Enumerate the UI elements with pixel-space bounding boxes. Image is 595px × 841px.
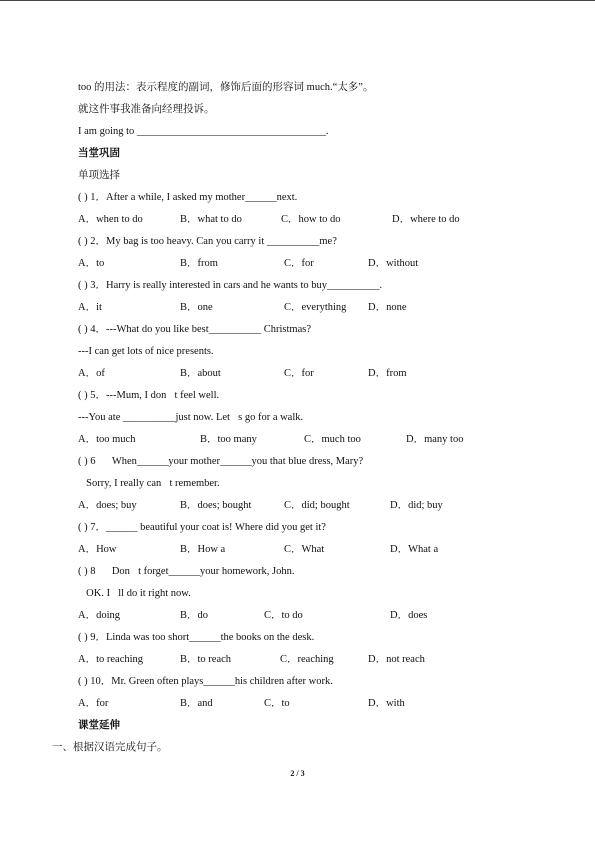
question-6: ( ) 6． When______your mother______you that blue dress, Mary? <box>78 456 360 467</box>
question-8: ( ) 8． Don t forget______your homework, John. <box>78 566 286 577</box>
question-7-options <box>78 543 508 556</box>
option-a: A．it <box>78 302 102 313</box>
option-b: B．too many <box>200 434 257 445</box>
option-d: D．with <box>368 698 405 709</box>
question-3-options <box>78 301 508 314</box>
option-d: D．where to do <box>392 214 460 225</box>
question-9-options <box>78 653 508 666</box>
question-4-options <box>78 367 508 380</box>
option-b: B．one <box>180 302 213 313</box>
option-a: A．doing <box>78 610 120 621</box>
option-a: A．to reaching <box>78 654 144 665</box>
option-c: C．everything <box>284 302 347 313</box>
option-c: C．how to do <box>281 214 341 225</box>
question-6-reply: Sorry, I really can t remember. <box>78 478 206 489</box>
option-a: A．for <box>78 698 109 709</box>
option-b: B．and <box>180 698 213 709</box>
option-b: B．does; bought <box>180 500 252 511</box>
option-c: C．to <box>264 698 290 709</box>
section-heading-extension: 课堂延伸 <box>78 720 120 731</box>
option-a: A．of <box>78 368 105 379</box>
sentence-chinese: 就这件事我准备向经理投诉。 <box>78 104 215 115</box>
option-d: D．from <box>368 368 407 379</box>
question-8-reply: OK. I ll do it right now. <box>78 588 178 599</box>
question-4-reply: ---I can get lots of nice presents. <box>78 346 214 357</box>
option-b: B．from <box>180 258 218 269</box>
note-too-usage: too 的用法：表示程度的副词，修饰后面的形容词 much.“太多”。 <box>78 82 374 93</box>
section-heading-consolidate: 当堂巩固 <box>78 148 120 159</box>
question-6-options <box>78 499 508 512</box>
option-c: C．did; bought <box>284 500 350 511</box>
option-a: A．does; buy <box>78 500 137 511</box>
option-c: C．What <box>284 544 325 555</box>
question-5-reply: ---You ate __________just now. Let s go for a walk. <box>78 412 298 423</box>
question-1-options <box>78 213 508 226</box>
question-2-options <box>78 257 508 270</box>
option-b: B．what to do <box>180 214 242 225</box>
option-b: B．How a <box>180 544 226 555</box>
option-d: D．not reach <box>368 654 425 665</box>
option-d: D．without <box>368 258 419 269</box>
question-5: ( ) 5．---Mum, I don t feel well. <box>78 390 214 401</box>
option-a: A．to <box>78 258 105 269</box>
option-a: A．too much <box>78 434 136 445</box>
question-2: ( ) 2．My bag is too heavy. Can you carry it __________me? <box>78 236 337 247</box>
option-d: D．does <box>390 610 428 621</box>
sentence-english-blank: I am going to ____________________________________. <box>78 126 329 137</box>
question-5-options <box>78 433 508 446</box>
option-d: D．many too <box>406 434 464 445</box>
option-b: B．to reach <box>180 654 232 665</box>
exercise-one-heading: 一、根据汉语完成句子。 <box>52 742 168 753</box>
question-9: ( ) 9．Linda was too short______the books on the desk. <box>78 632 315 643</box>
option-d: D．did; buy <box>390 500 443 511</box>
section-label-multiple-choice: 单项选择 <box>78 170 120 181</box>
option-a: A．when to do <box>78 214 143 225</box>
option-b: B．do <box>180 610 209 621</box>
option-c: C．for <box>284 368 314 379</box>
option-c: C．to do <box>264 610 303 621</box>
option-c: C．much too <box>304 434 361 445</box>
option-c: C．reaching <box>280 654 334 665</box>
option-c: C．for <box>284 258 314 269</box>
option-d: D．none <box>368 302 407 313</box>
option-d: D．What a <box>390 544 439 555</box>
question-3: ( ) 3．Harry is really interested in cars and he wants to buy__________. <box>78 280 383 291</box>
question-7: ( ) 7．______ beautiful your coat is! Where did you get it? <box>78 522 326 533</box>
question-4: ( ) 4．---What do you like best__________ Christmas? <box>78 324 311 335</box>
option-b: B．about <box>180 368 221 379</box>
question-1: ( ) 1．After a while, I asked my mother______next. <box>78 192 298 203</box>
option-a: A．How <box>78 544 117 555</box>
question-8-options <box>78 609 508 622</box>
page-number: 2 / 3 <box>290 769 305 778</box>
page-top-border <box>0 0 595 1</box>
question-10: ( ) 10．Mr. Green often plays______his children after work. <box>78 676 333 687</box>
question-10-options <box>78 697 508 710</box>
